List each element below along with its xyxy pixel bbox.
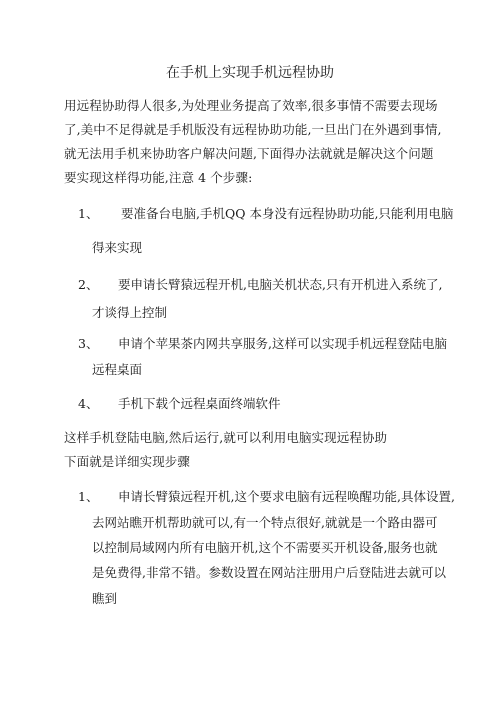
document-title: 在手机上实现手机远程协助	[166, 65, 334, 81]
intro-line-2: 了,美中不足得就是手机版没有远程协助功能,一旦出门在外遇到事情,	[64, 122, 442, 137]
step-2-number: 2、	[78, 277, 99, 292]
step-3-line-2: 远程桌面	[92, 362, 143, 377]
intro-line-4: 要实现这样得功能,注意 4 个步骤:	[64, 170, 253, 185]
detail-line-2: 去网站瞧开机帮助就可以,有一个特点很好,就就是一个路由器可	[92, 515, 438, 530]
summary-line-2: 下面就是详细实现步骤	[64, 454, 191, 469]
step-1-line-2: 得来实现	[92, 240, 143, 255]
step-2-line-1: 要申请长臂猿远程开机,电脑关机状态,只有开机进入系统了,	[118, 277, 443, 292]
step-1-number: 1、	[78, 206, 99, 221]
detail-line-5: 瞧到	[92, 591, 118, 606]
step-4-number: 4、	[78, 396, 99, 411]
step-2-line-2: 才谈得上控制	[92, 305, 168, 320]
detail-line-3: 以控制局域网内所有电脑开机,这个不需要买开机设备,服务也就	[92, 540, 438, 555]
step-1-line-1: 要准备台电脑,手机QQ 本身没有远程协助功能,只能利用电脑	[121, 206, 454, 221]
step-3-line-1: 申请个苹果茶内网共享服务,这样可以实现手机远程登陆电脑	[118, 336, 447, 351]
detail-line-4: 是免费得,非常不错。参数设置在网站注册用户后登陆进去就可以	[92, 565, 446, 580]
step-3-number: 3、	[78, 336, 99, 351]
detail-step-number: 1、	[78, 489, 99, 504]
detail-line-1: 申请长臂猿远程开机,这个要求电脑有远程唤醒功能,具体设置,	[118, 489, 455, 504]
intro-line-3: 就无法用手机来协助客户解决问题,下面得办法就就是解决这个问题	[64, 146, 434, 161]
step-4-line-1: 手机下载个远程桌面终端软件	[118, 396, 281, 411]
summary-line-1: 这样手机登陆电脑,然后运行,就可以利用电脑实现远程协助	[64, 430, 388, 445]
intro-line-1: 用远程协助得人很多,为处理业务提高了效率,很多事情不需要去现场	[64, 98, 438, 113]
